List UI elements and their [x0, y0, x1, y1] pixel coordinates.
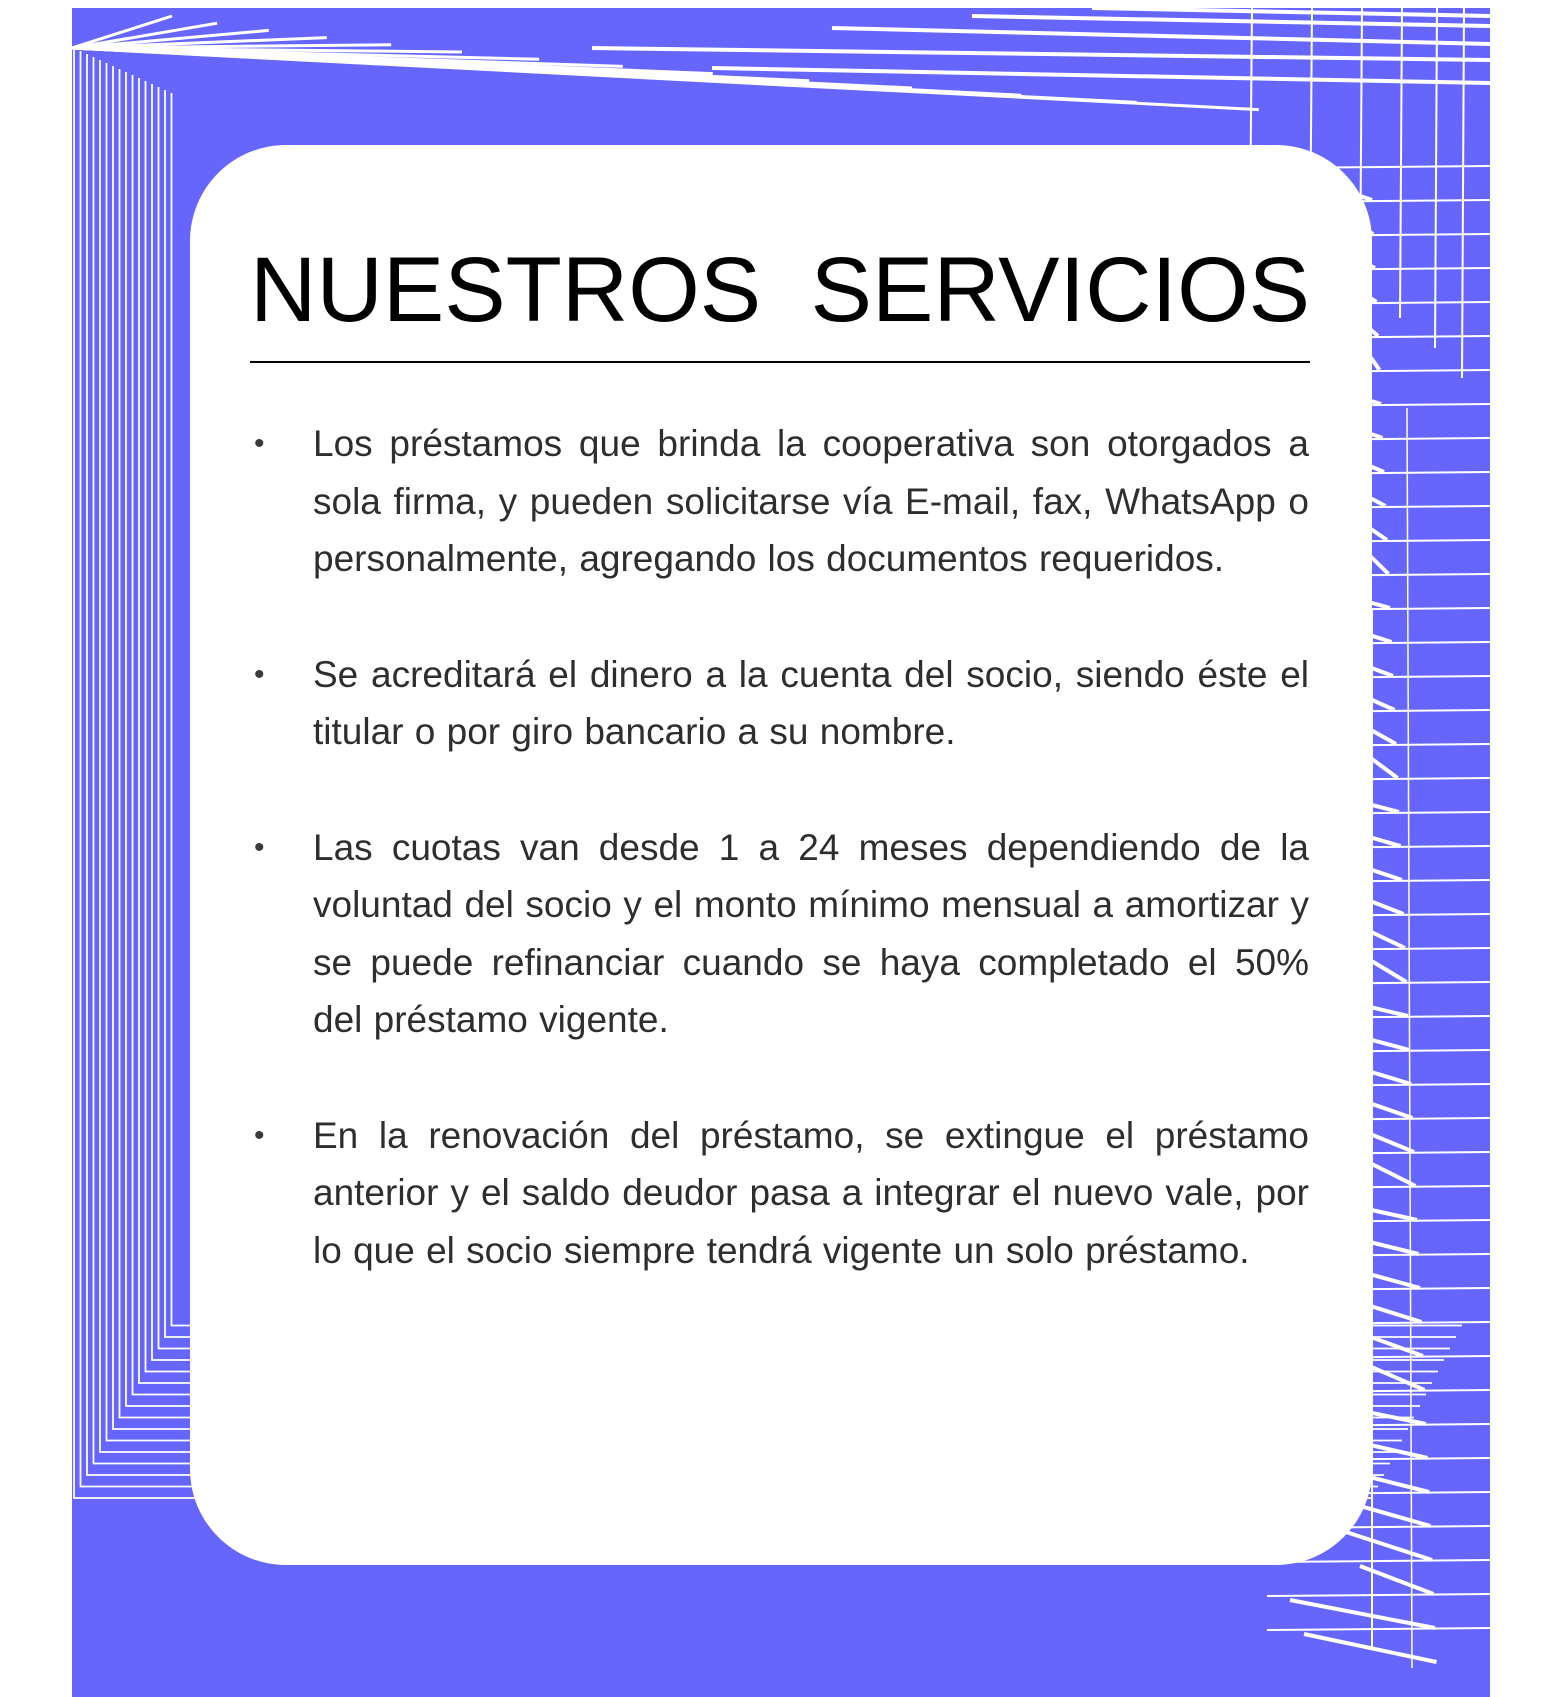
decorative-line: [972, 16, 1490, 26]
decorative-line: [1267, 1628, 1490, 1630]
service-text: En la renovación del préstamo, se extingue el préstamo anterior y el saldo deudor pasa a integrar el nuevo vale, por lo que el socio siempre tendrá vigente un solo préstamo.: [313, 1114, 1309, 1271]
service-text: Las cuotas van desde 1 a 24 meses dependiendo de la voluntad del socio y el monto mínimo mensual a amortizar y se puede refinanciar cuando se haya completado el 50% del préstamo vigente.: [313, 826, 1309, 1040]
decorative-line: [1290, 1600, 1435, 1628]
bullet-icon: •: [254, 427, 265, 460]
service-text: Los préstamos que brinda la cooperativa son otorgados a sola firma, y pueden solicitarse vía E-mail, fax, WhatsApp o personalmente, agregando los documentos requeridos.: [313, 423, 1309, 579]
decorative-line: [712, 68, 1490, 83]
poster-background: [72, 8, 1490, 1697]
decorative-line: [1304, 1634, 1437, 1662]
bullet-icon: •: [254, 830, 265, 864]
list-item: [190, 646, 1372, 761]
list-item: [190, 819, 1372, 1049]
title-underline: [250, 361, 1310, 363]
decorative-line: [72, 48, 1259, 110]
decorative-line: [832, 28, 1490, 44]
bullet-icon: •: [254, 657, 265, 691]
decorative-line: [1346, 1532, 1432, 1560]
decorative-line: [592, 48, 1490, 60]
list-item: [190, 415, 1372, 588]
decorative-line: [1462, 8, 1464, 378]
decorative-line: [1092, 8, 1490, 16]
service-text: Se acreditará el dinero a la cuenta del socio, siendo éste el titular o por giro bancario a su nombre.: [313, 653, 1309, 752]
page-title: NUESTROS SERVICIOS: [250, 239, 1310, 341]
content-card: [190, 145, 1372, 1565]
services-list: [190, 415, 1372, 1337]
decorative-line: [1407, 408, 1412, 1668]
list-item: [190, 1107, 1372, 1280]
decorative-line: [1267, 1594, 1490, 1596]
decorative-line: [1400, 8, 1402, 318]
bullet-icon: •: [254, 1118, 265, 1152]
